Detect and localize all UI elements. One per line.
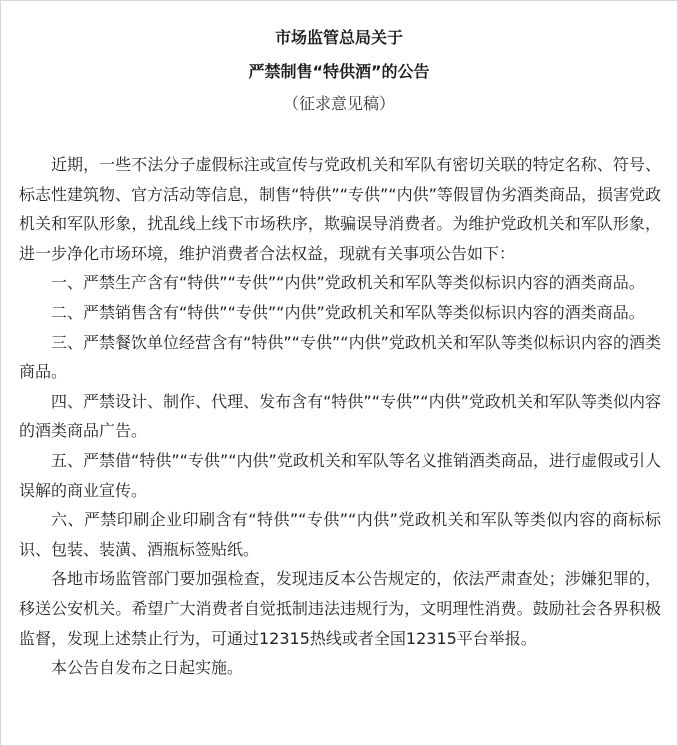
document-subtitle: （征求意见稿）: [282, 94, 395, 113]
document-title-line2: 严禁制售“特供酒”的公告: [248, 62, 430, 81]
paragraph-enforcement: 各地市场监管部门要加强检查，发现违反本公告规定的，依法严肃查处；涉嫌犯罪的，移送公安机关。希望广大消费者自觉抵制违法违规行为，文明理性消费。鼓励社会各界积极监督，发现上述禁止行为，可通过12315热线或者全国12315平台举报。: [19, 569, 661, 648]
paragraph-effective: 本公告自发布之日起实施。: [51, 658, 244, 678]
paragraph-item-1: 一、严禁生产含有“特供”“专供”“内供”党政机关和军队等类似标识内容的酒类商品。: [51, 273, 645, 293]
paragraph-item-5: 五、严禁借“特供”“专供”“内供”党政机关和军队等名义推销酒类商品，进行虚假或引人误解的商业宣传。: [19, 450, 661, 500]
document-title-line1: 市场监管总局关于: [274, 28, 403, 47]
paragraph-intro: 近期，一些不法分子虚假标注或宣传与党政机关和军队有密切关联的特定名称、符号、标志性建筑物、官方活动等信息，制售“特供”“专供”“内供”等假冒伪劣酒类商品，损害党政机关和军队形象，扰乱线上线下市场秩序，欺骗误导消费者。为维护党政机关和军队形象，进一步净化市场环境，维护消费者合法权益，现就有关事项公告如下：: [19, 155, 661, 263]
paragraph-item-2: 二、严禁销售含有“特供”“专供”“内供”党政机关和军队等类似标识内容的酒类商品。: [51, 302, 645, 322]
paragraph-item-4: 四、严禁设计、制作、代理、发布含有“特供”“专供”“内供”党政机关和军队等类似内容的酒类商品广告。: [19, 391, 661, 441]
document-body: [19, 150, 661, 683]
paragraph-item-3: 三、严禁餐饮单位经营含有“特供”“专供”“内供”党政机关和军队等类似标识内容的酒类商品。: [19, 332, 661, 382]
paragraph-item-6: 六、严禁印刷企业印刷含有“特供”“专供”“内供”党政机关和军队等类似内容的商标标识、包装、装潢、酒瓶标签贴纸。: [19, 510, 661, 559]
